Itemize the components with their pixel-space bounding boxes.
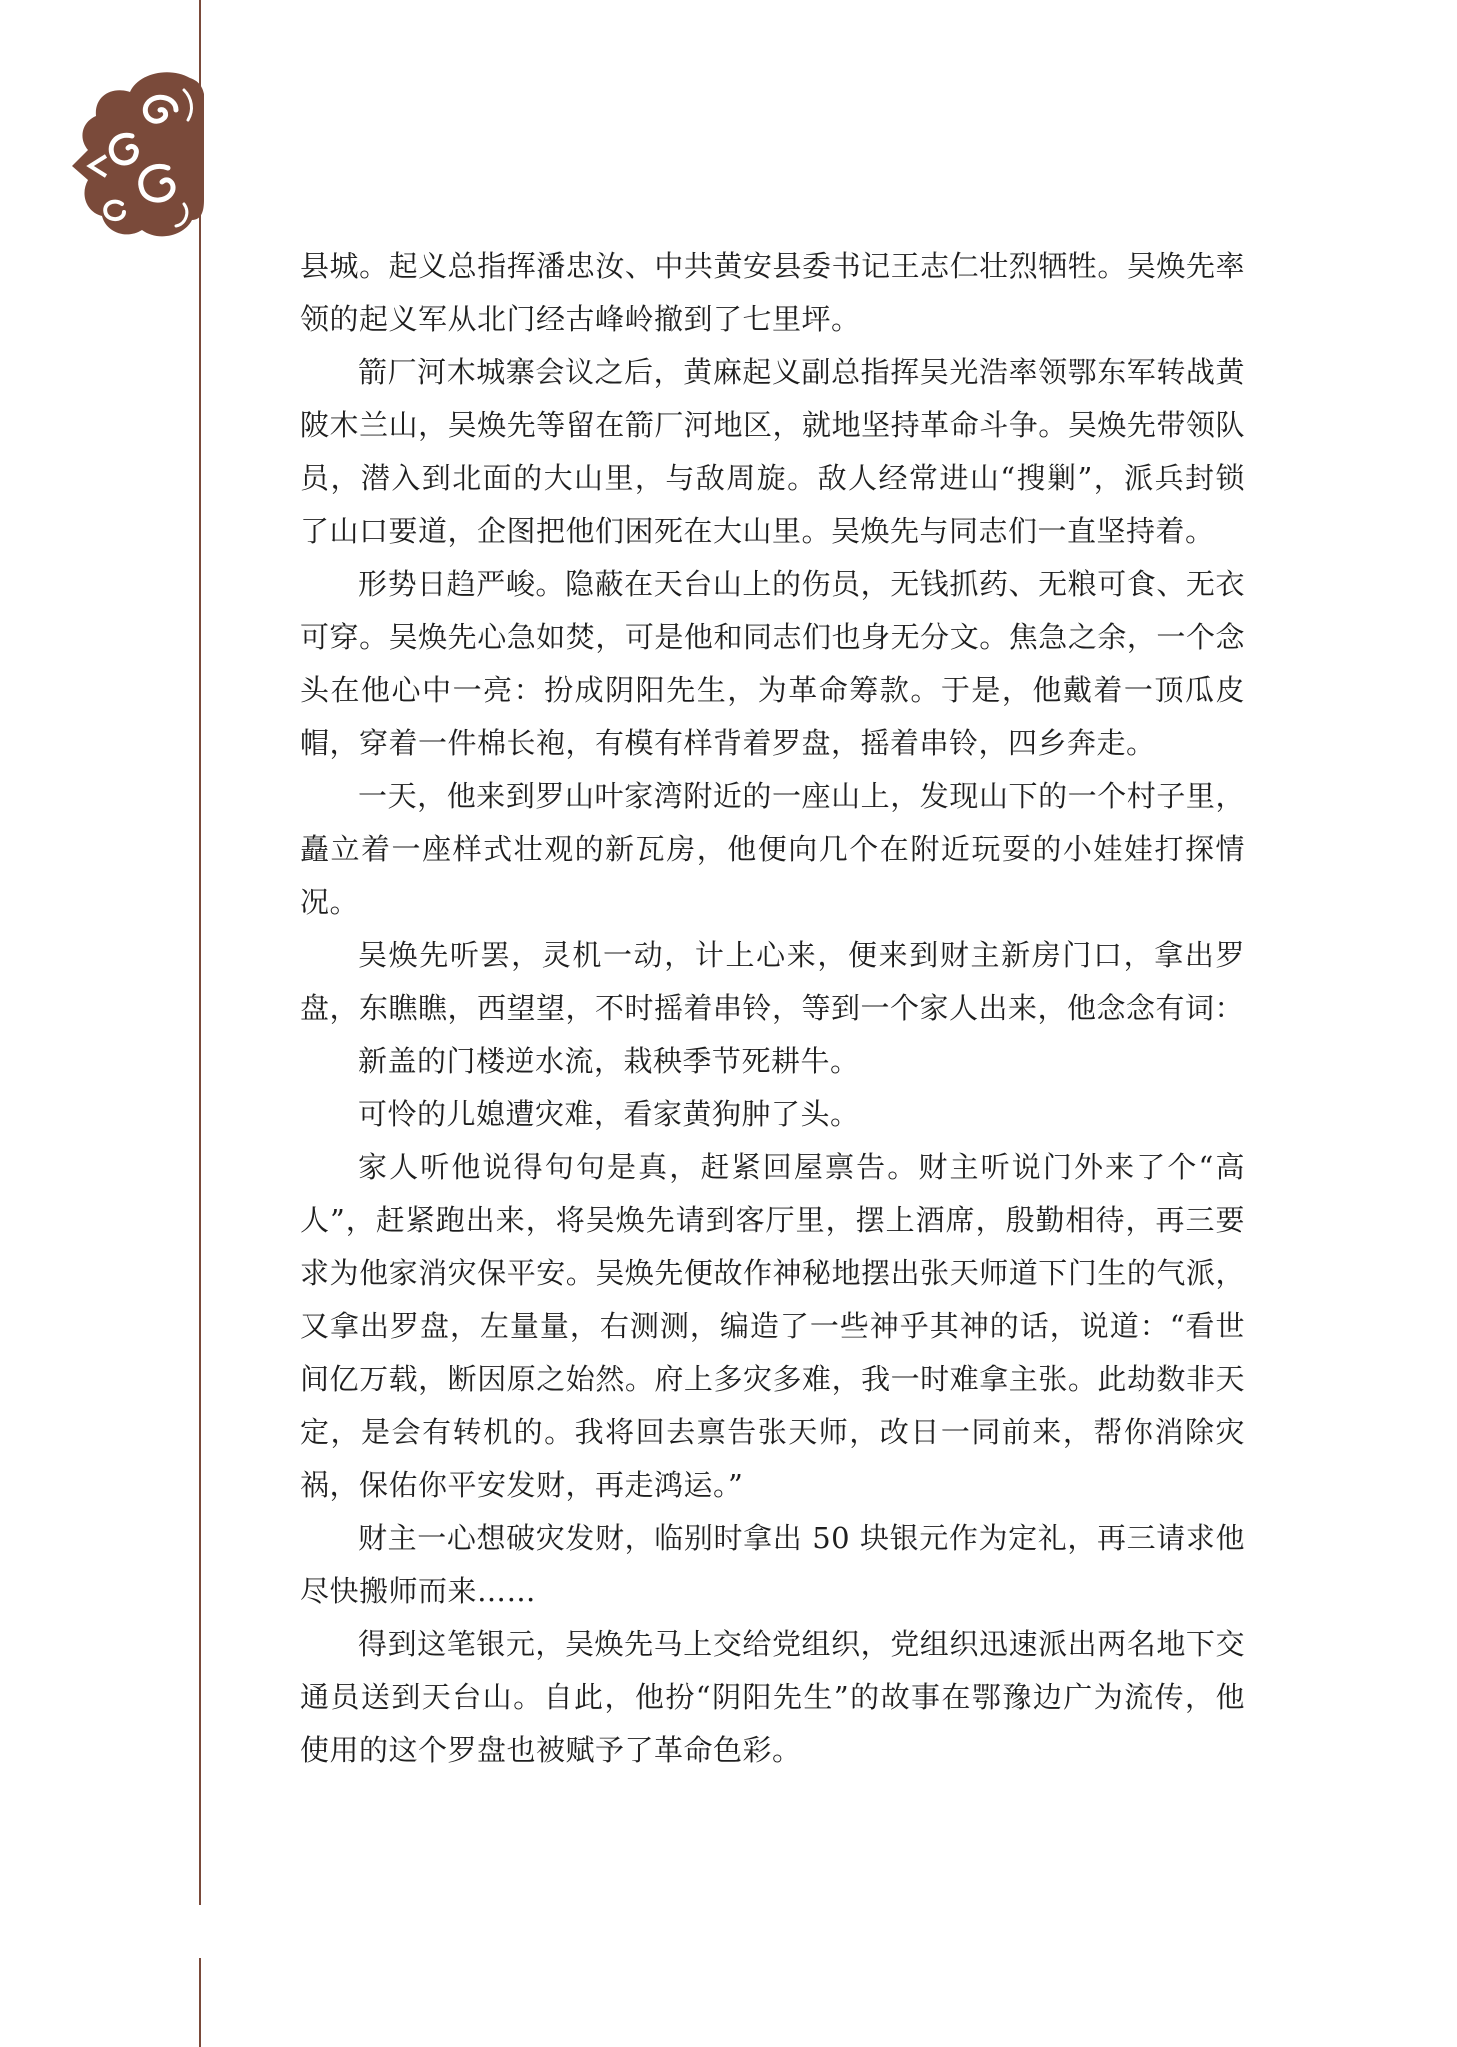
article-body [300,240,1245,1777]
paragraph: 吴焕先听罢，灵机一动，计上心来，便来到财主新房门口，拿出罗盘，东瞧瞧，西望望，不时摇着串铃，等到一个家人出来，他念念有词： [300,938,1245,1025]
verse-line: 可怜的儿媳遭灾难，看家黄狗肿了头。 [358,1097,860,1131]
margin-rule-top [199,0,201,1905]
paragraph: 财主一心想破灾发财，临别时拿出 50 块银元作为定礼，再三请求他尽快搬师而来…… [300,1521,1245,1608]
paragraph: 箭厂河木城寨会议之后，黄麻起义副总指挥吴光浩率领鄂东军转战黄陂木兰山，吴焕先等留在箭厂河地区，就地坚持革命斗争。吴焕先带领队员，潜入到北面的大山里，与敌周旋。敌人经常进山“搜剿”，派兵封锁了山口要道，企图把他们困死在大山里。吴焕先与同志们一直坚持着。 [300,355,1245,548]
cloud-scroll-ornament-icon [72,70,204,240]
paragraph: 形势日趋严峻。隐蔽在天台山上的伤员，无钱抓药、无粮可食、无衣可穿。吴焕先心急如焚，可是他和同志们也身无分文。焦急之余，一个念头在他心中一亮：扮成阴阳先生，为革命筹款。于是，他戴着一顶瓜皮帽，穿着一件棉长袍，有模有样背着罗盘，摇着串铃，四乡奔走。 [300,567,1245,760]
verse-line: 新盖的门楼逆水流，栽秧季节死耕牛。 [358,1044,860,1078]
paragraph: 家人听他说得句句是真，赶紧回屋禀告。财主听说门外来了个“高人”，赶紧跑出来，将吴焕先请到客厅里，摆上酒席，殷勤相待，再三要求为他家消灾保平安。吴焕先便故作神秘地摆出张天师道下门生的气派，又拿出罗盘，左量量，右测测，编造了一些神乎其神的话，说道：“看世间亿万载，断因原之始然。府上多灾多难，我一时难拿主张。此劫数非天定，是会有转机的。我将回去禀告张天师，改日一同前来，帮你消除灾祸，保佑你平安发财，再走鸿运。” [300,1150,1245,1502]
paragraph: 得到这笔银元，吴焕先马上交给党组织，党组织迅速派出两名地下交通员送到天台山。自此，他扮“阴阳先生”的故事在鄂豫边广为流传，他使用的这个罗盘也被赋予了革命色彩。 [300,1627,1245,1767]
margin-rule-bottom [199,1958,201,2047]
paragraph-continued: 县城。起义总指挥潘忠汝、中共黄安县委书记王志仁壮烈牺牲。吴焕先率领的起义军从北门经古峰岭撤到了七里坪。 [300,249,1245,336]
paragraph: 一天，他来到罗山叶家湾附近的一座山上，发现山下的一个村子里，矗立着一座样式壮观的新瓦房，他便向几个在附近玩耍的小娃娃打探情况。 [300,779,1245,919]
